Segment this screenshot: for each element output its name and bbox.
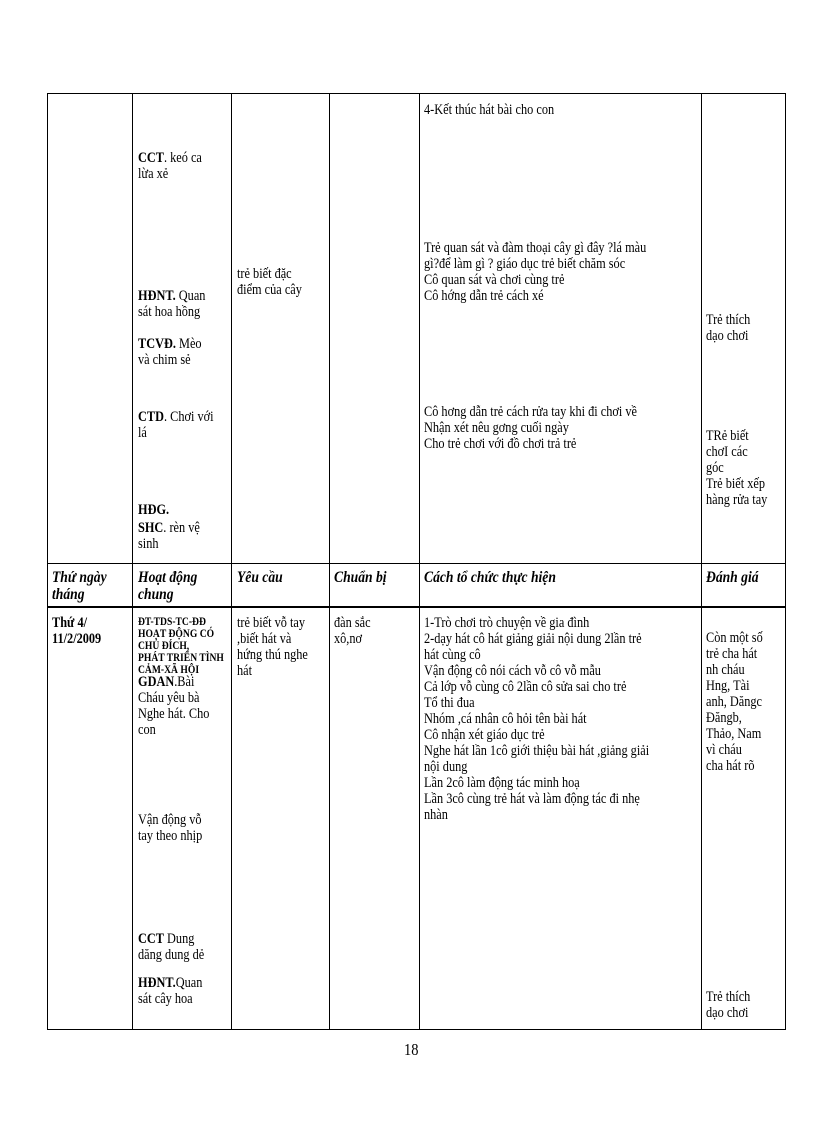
bottom-date: Thứ 4/ 11/2/2009 [52, 615, 102, 647]
bottom-requirement: trẻ biết vỗ tay ,biết hát và hứng thú nghe hát [237, 615, 308, 679]
col-border-0 [47, 93, 48, 1030]
bottom-activity-movement: Vận động vỗ tay theo nhịp [138, 812, 203, 844]
col-border-5 [701, 93, 702, 1030]
bottom-activity-category: ĐT-TDS-TC-ĐĐ HOẠT ĐỘNG CÓ CHỦ ĐÍCH, PHÁT TRIỂN TÌNH CẢM-XÃ HỘI [138, 614, 224, 676]
col-border-1 [132, 93, 133, 1030]
bottom-evaluation-1: Còn một số trẻ cha hát nh cháu Hng, Tài anh, Dăngc Đăngb, Thảo, Nam vì cháu cha hát rõ [706, 630, 763, 774]
header-requirement: Yêu cầu [237, 569, 283, 586]
top-procedure-3: Cô hơng dẫn trẻ cách rửa tay khi đi chơi về Nhận xét nêu gơng cuối ngày Cho trẻ chơi với đồ chơi trả trẻ [424, 404, 637, 452]
col-border-4 [419, 93, 420, 1030]
top-requirement: trẻ biết đặc điểm của cây [237, 266, 302, 298]
bottom-evaluation-2: Trẻ thích dạo chơi [706, 989, 751, 1021]
header-date: Thứ ngày tháng [52, 569, 107, 603]
bottom-activity-hdnt: HĐNT.Quan sát cây hoa [138, 975, 203, 1007]
bottom-preparation: đàn sắc xô,nơ [334, 615, 371, 647]
col-border-3 [329, 93, 330, 1030]
top-activity-tcvd: TCVĐ. Mèo và chim sẻ [138, 336, 202, 368]
bottom-activity-cct: CCT Dung dăng dung dẻ [138, 931, 205, 963]
table-top-border [47, 93, 785, 94]
col-border-6 [785, 93, 786, 1030]
header-top-border [47, 563, 785, 564]
top-activity-hdnt: HĐNT. Quan sát hoa hồng [138, 288, 206, 320]
top-procedure-2: Trẻ quan sát và đàm thoại cây gì đây ?lá màu gì?để làm gì ? giáo dục trẻ biết chăm sóc Cô quan sát và chơi cùng trẻ Cô hớng dẫn trẻ cách xé [424, 240, 647, 304]
header-evaluation: Đánh giá [706, 569, 759, 586]
top-evaluation-1: Trẻ thích dạo chơi [706, 312, 751, 344]
top-activity-cct: CCT. keó ca lừa xẻ [138, 150, 202, 182]
header-bottom-border [47, 606, 785, 608]
top-activity-shc: SHC. rèn vệ sinh [138, 520, 200, 552]
header-activity: Hoạt động chung [138, 569, 198, 603]
col-border-2 [231, 93, 232, 1030]
top-activity-hdg: HĐG. [138, 502, 170, 518]
top-evaluation-2: TRẻ biết chơI các góc Trẻ biết xếp hàng rửa tay [706, 428, 768, 508]
header-procedure: Cách tổ chức thực hiện [424, 569, 556, 586]
page-number: 18 [404, 1040, 419, 1059]
header-preparation: Chuẩn bị [334, 569, 387, 586]
table-bottom-border [47, 1029, 785, 1030]
top-procedure-1: 4-Kết thúc hát bài cho con [424, 102, 555, 118]
bottom-activity-gdan: GDAN.Bài Cháu yêu bà Nghe hát. Cho con [138, 674, 210, 738]
bottom-procedure: 1-Trò chơi trò chuyện về gia đình 2-dạy hát cô hát giảng giải nội dung 2lần trẻ hát cùng cô Vận động cô nói cách vỗ cô vỗ mẫu Cả lớp vỗ cùng cô 2lần cô sửa sai cho trẻ Tổ thi đua Nhóm ,cá nhân cô hỏi tên bài hát Cô nhận xét giáo dục trẻ Nghe hát lần 1cô giới thiệu bài hát ,giảng giải nội dung Lần 2cô làm động tác minh hoạ Lần 3cô cùng trẻ hát và làm động tác đi nhẹ nhàn [424, 615, 650, 823]
top-activity-ctd: CTD. Chơi với lá [138, 409, 214, 441]
